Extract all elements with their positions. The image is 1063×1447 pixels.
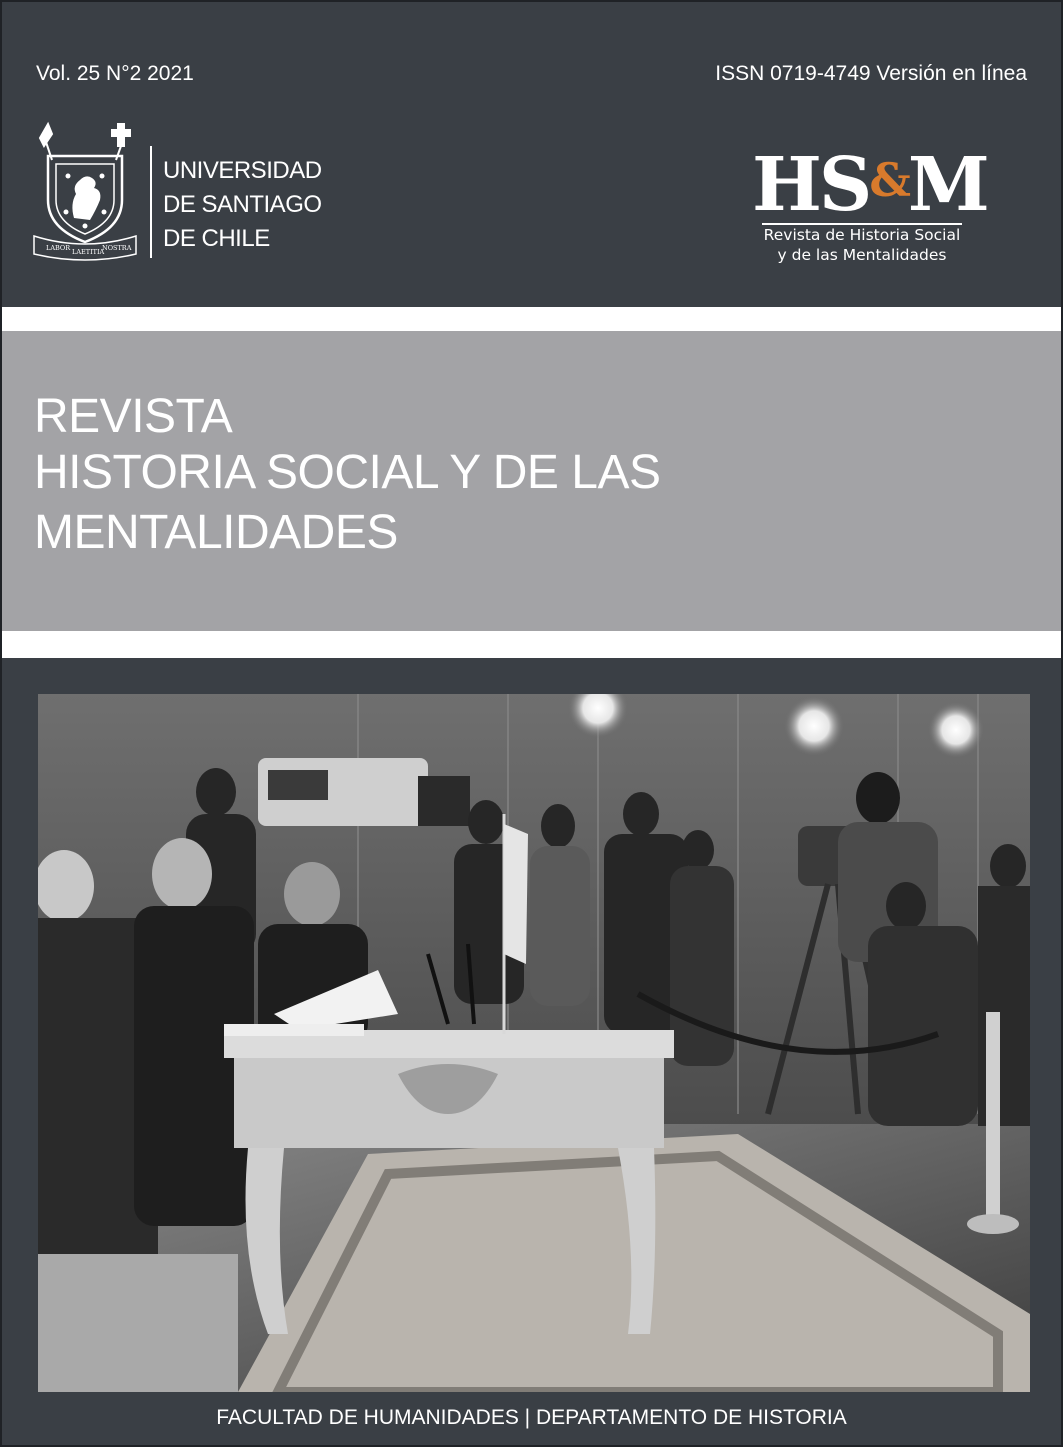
motto-right-text: NOSTRA	[102, 244, 132, 252]
university-name-line: UNIVERSIDAD	[163, 157, 322, 184]
university-name	[163, 154, 322, 256]
cover-header	[2, 2, 1061, 305]
university-name-line: DE CHILE	[163, 225, 270, 252]
motto-center-text: LAETITIA	[72, 248, 105, 256]
logo-divider	[150, 146, 152, 258]
journal-logo-subtitle-line: y de las Mentalidades	[777, 246, 947, 264]
cover-photograph	[38, 694, 1030, 1392]
logo-letters-hs: HS	[752, 142, 870, 228]
journal-title-line: REVISTA	[34, 390, 233, 443]
journal-logo-subtitle-line: Revista de Historia Social	[763, 226, 961, 244]
logo-ampersand: &	[869, 153, 908, 207]
logo-letter-m: M	[907, 142, 987, 228]
journal-title-line: HISTORIA SOCIAL Y DE LAS	[34, 446, 661, 499]
divider-strip	[2, 631, 1061, 658]
journal-logo	[752, 142, 987, 264]
issn-label: ISSN 0719-4749 Versión en línea	[715, 62, 1027, 85]
title-band	[2, 331, 1061, 631]
university-crest-icon	[30, 120, 140, 262]
university-name-line: DE SANTIAGO	[163, 191, 322, 218]
divider-strip	[2, 307, 1061, 331]
motto-left-text: LABOR	[46, 244, 71, 252]
journal-title-line: MENTALIDADES	[34, 506, 398, 559]
cover-footer: FACULTAD DE HUMANIDADES | DEPARTAMENTO DE HISTORIA	[216, 1406, 847, 1429]
journal-logo-mark	[752, 142, 987, 228]
volume-label: Vol. 25 N°2 2021	[36, 62, 194, 85]
